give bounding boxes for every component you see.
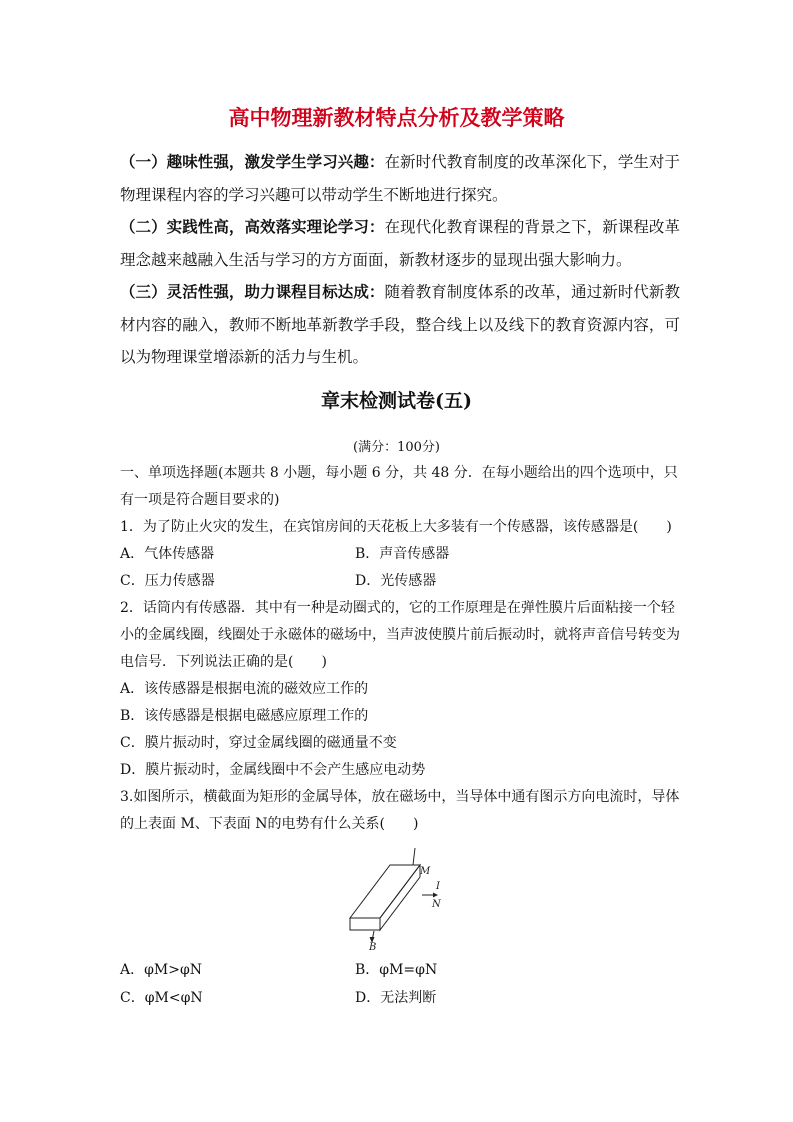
- question-1-stem: 1．为了防止火灾的发生，在宾馆房间的天花板上大多装有一个传感器，该传感器是( ): [120, 519, 672, 535]
- q2-option-d: D．膜片振动时，金属线圈中不会产生感应电动势: [120, 762, 426, 778]
- intro-text-1: 在新时代教育制度的改革深化下，学生对于物理课程内容的学习兴趣可以带动学生不断地进行探究。: [120, 153, 680, 204]
- conductor-figure: [340, 843, 450, 953]
- intro-text-3: 随着教育制度体系的改革，通过新时代新教材内容的融入，教师不断地革新教学手段，整合线上以及线下的教育资源内容，可以为物理课堂增添新的活力与生机。: [120, 283, 680, 366]
- q2-option-b: B．该传感器是根据电磁感应原理工作的: [120, 708, 369, 724]
- q3-option-b: B．φM=φN: [355, 962, 438, 978]
- q3-options-row-2: [120, 984, 680, 1012]
- q2-option-a: A．该传感器是根据电流的磁效应工作的: [120, 681, 369, 697]
- label-b: B: [369, 942, 377, 953]
- exam-body: [120, 460, 680, 838]
- intro-heading-1: （一）趣味性强，激发学生学习兴趣：: [120, 152, 385, 171]
- exam-score: (满分：100分): [353, 440, 440, 455]
- intro-paragraph-2: [120, 211, 680, 276]
- q2-option-c: C．膜片振动时，穿过金属线圈的磁通量不变: [120, 735, 397, 751]
- field-line-top: [413, 848, 415, 865]
- q3-option-d: D．无法判断: [355, 990, 437, 1006]
- label-n: N: [432, 899, 441, 910]
- label-i: I: [436, 881, 440, 892]
- q3-option-c: C．φM<φN: [120, 990, 203, 1006]
- intro-paragraph-3: [120, 276, 680, 374]
- intro-section: [120, 146, 680, 374]
- question-3-stem: 3.如图所示，横截面为矩形的金属导体，放在磁场中，当导体中通有图示方向电流时，导体的上表面 M、下表面 N的电势有什么关系( ): [120, 789, 680, 832]
- intro-heading-3: （三）灵活性强，助力课程目标达成：: [120, 282, 385, 301]
- conductor-side-face: [380, 865, 420, 930]
- q3-option-a: A．φM>φN: [120, 962, 203, 978]
- page-title: 高中物理新教材特点分析及教学策略: [228, 106, 565, 130]
- q3-options-row-1: [120, 956, 680, 984]
- question-2-stem: 2．话筒内有传感器．其中有一种是动圈式的，它的工作原理是在弹性膜片后面粘接一个轻小的金属线圈，线圈处于永磁体的磁场中，当声波使膜片前后振动时，就将声音信号转变为电信号．下列说法正确的是( ): [120, 600, 680, 670]
- current-arrow: [433, 893, 438, 898]
- question-1-options-row-1: [120, 541, 680, 568]
- q1-option-b: B．声音传感器: [355, 546, 450, 562]
- question-1-options-row-2: [120, 568, 680, 595]
- intro-paragraph-1: [120, 146, 680, 211]
- exam-title: 章末检测试卷(五): [321, 390, 472, 412]
- q1-option-a: A．气体传感器: [120, 546, 215, 562]
- intro-heading-2: （二）实践性高，高效落实理论学习：: [120, 217, 385, 236]
- q1-option-d: D．光传感器: [355, 573, 437, 589]
- intro-text-2: 在现代化教育课程的背景之下，新课程改革理念越来越融入生活与学习的方方面面，新教材逐步的显现出强大影响力。: [120, 218, 680, 269]
- label-m: M: [420, 866, 431, 877]
- conductor-front-face: [350, 918, 380, 930]
- question-3-options: [120, 956, 680, 1012]
- q1-option-c: C．压力传感器: [120, 573, 215, 589]
- section-instructions: 一、单项选择题(本题共 8 小题，每小题 6 分，共 48 分．在每小题给出的四个选项中，只有一项是符合题目要求的): [120, 465, 678, 508]
